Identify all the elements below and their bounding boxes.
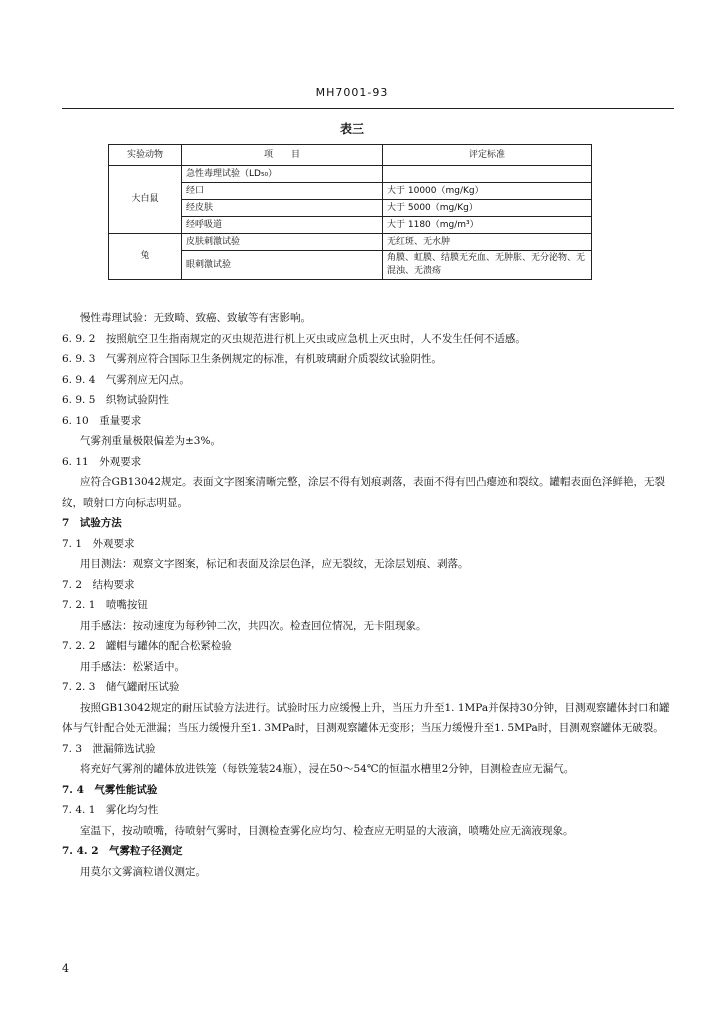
body-line: 将充好气雾剂的罐体放进铁笼（每铁笼装24瓶），浸在50～54℃的恒温水槽里2分钟，目测检查应无漏气。: [80, 763, 575, 775]
body-line: 气雾剂重量极限偏差为±3%。: [80, 435, 221, 447]
table-row: [109, 217, 592, 234]
animal-cell: 兔: [109, 234, 182, 280]
header-criterion: 评定标准: [383, 145, 592, 166]
criterion-cell: [383, 166, 592, 183]
item-cell: 急性毒理试验（LD₅₀）: [182, 166, 383, 183]
body-line: 6. 9. 4 气雾剂应无闪点。: [62, 373, 190, 386]
criterion-cell: 无红斑、无水肿: [383, 234, 592, 251]
table-title: 表三: [339, 122, 364, 136]
body-line: 6. 11 外观要求: [62, 455, 142, 468]
toxicity-table: [108, 144, 592, 280]
body-line: 7. 4. 2 气雾粒子径测定: [62, 845, 183, 857]
table-row: [109, 251, 592, 280]
body-line: 7. 2 结构要求: [62, 578, 135, 591]
table-header-row: [109, 145, 592, 166]
item-cell: 经口: [182, 183, 383, 200]
body-line: 用目测法：观察文字图案，标记和表面及涂层色泽，应无裂纹，无涂层划痕、剥落。: [80, 558, 469, 570]
body-line: 用手感法：松紧适中。: [80, 660, 185, 673]
body-line: 7. 3 泄漏筛选试验: [62, 742, 156, 755]
body-line: 室温下，按动喷嘴，待喷射气雾时，目测检查雾化应均匀、检查应无明显的大液滴，喷嘴处应无滴液现象。: [80, 824, 574, 837]
header-animal: 实验动物: [109, 145, 182, 166]
body-line: 7. 4 气雾性能试验: [62, 783, 158, 796]
body-line: 7. 2. 2 罐帽与罐体的配合松紧检验: [62, 640, 232, 652]
item-cell: 经皮肤: [182, 200, 383, 217]
criterion-cell: 大于 1180（mg/m³）: [383, 217, 592, 234]
item-cell: 眼刺激试验: [182, 251, 383, 280]
body-line: 7. 2. 3 储气罐耐压试验: [62, 681, 180, 693]
body-line: 慢性毒理试验：无致畸、致癌、致敏等有害影响。: [80, 312, 311, 324]
header-rule: [62, 108, 674, 109]
item-cell: 皮肤刺激试验: [182, 234, 383, 251]
body-line: 7. 1 外观要求: [62, 537, 135, 550]
criterion-cell: 大于 10000（mg/Kg）: [383, 183, 592, 200]
body-line: 6. 10 重量要求: [62, 414, 142, 427]
body-line: 应符合GB13042规定。表面文字图案清晰完整，涂层不得有划痕剥落，表面不得有凹凸瘪迹和裂纹。罐帽表面色泽鲜艳，无裂纹，喷射口方向标志明显。: [62, 476, 666, 509]
body-line: 7 试验方法: [62, 517, 122, 529]
item-cell: 经呼吸道: [182, 217, 383, 234]
animal-cell: 大白鼠: [109, 166, 182, 234]
body-line: 用手感法：按动速度为每秒钟二次，共四次。检查回位情况，无卡阻现象。: [80, 619, 427, 632]
body-line: 7. 2. 1 喷嘴按钮: [62, 599, 148, 611]
criterion-cell: 角膜、虹膜、结膜无充血、无肿胀、无分泌物、无混浊、无溃疡: [383, 251, 592, 280]
table-row: [109, 200, 592, 217]
header-item: 项 目: [182, 145, 383, 166]
body-line: 按照GB13042规定的耐压试验方法进行。试验时压力应缓慢上升，当压力升至1. 1MPa并保持30分钟，目测观察罐体封口和罐体与气针配合处无泄漏；当压力缓慢升至1. 3MPa时，目测观察罐体无变形；当压力缓慢升至1. 5MPa时，目测观察罐体无破裂。: [62, 701, 670, 734]
body-text: [62, 308, 674, 882]
criterion-cell: 大于 5000（mg/Kg）: [383, 200, 592, 217]
table-row: [109, 234, 592, 251]
table-row: [109, 166, 592, 183]
body-line: 用莫尔文雾滴粒谱仪测定。: [80, 865, 206, 878]
body-line: 6. 9. 5 织物试验阴性: [62, 394, 169, 406]
table-row: [109, 183, 592, 200]
body-line: 7. 4. 1 雾化均匀性: [62, 804, 159, 816]
page-number: 4: [62, 962, 69, 975]
body-line: 6. 9. 2 按照航空卫生指南规定的灭虫规范进行机上灭虫或应急机上灭虫时，人不发生任何不适感。: [62, 332, 526, 345]
standard-number: MH7001-93: [315, 86, 389, 99]
body-line: 6. 9. 3 气雾剂应符合国际卫生条例规定的标准，有机玻璃耐介质裂纹试验阴性。: [62, 353, 442, 365]
